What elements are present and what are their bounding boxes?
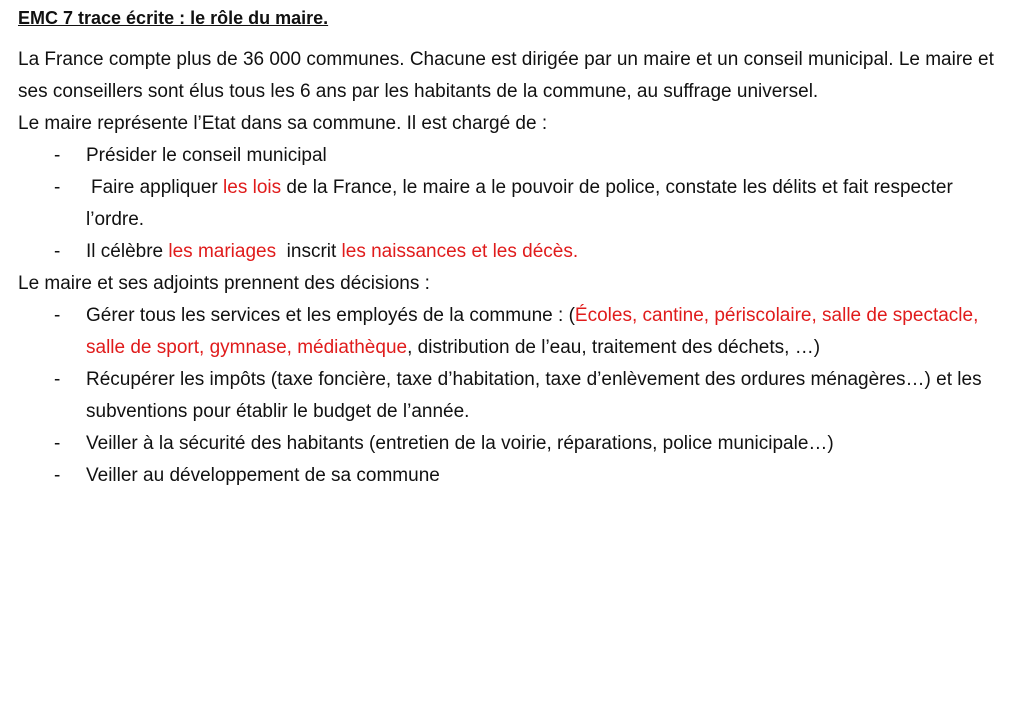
dash-bullet: - <box>54 177 61 198</box>
dash-bullet: - <box>54 465 61 486</box>
intro-paragraph: La France compte plus de 36 000 communes. Chacune est dirigée par un maire et un conseil municipal. Le maire et ses conseillers sont élus tous les 6 ans par les habitants de la commune, au suffrage universel. <box>18 49 994 102</box>
highlight-text: Écoles, cantine, périscolaire, salle de spectacle, salle de sport, gymnase, médiathèque <box>86 305 979 358</box>
decisions-list-a <box>18 300 1004 364</box>
list-item-text: inscrit <box>276 241 342 262</box>
list-item <box>18 428 1004 460</box>
list-item-text: Veiller au développement de sa commune <box>86 465 440 486</box>
decisions-list-b <box>18 364 1004 492</box>
list-item <box>18 460 1004 492</box>
list-item-text: Présider le conseil municipal <box>86 145 327 166</box>
list-item-text: Gérer tous les services et les employés de la commune : ( <box>86 305 575 326</box>
highlight-text: les naissances et les décès. <box>341 241 579 262</box>
highlight-text: les lois <box>223 177 282 198</box>
etat-intro-paragraph: Le maire représente l’Etat dans sa commune. Il est chargé de : <box>18 113 548 134</box>
list-item-text: Veiller à la sécurité des habitants (entretien de la voirie, réparations, police municipale…) <box>86 433 834 454</box>
dash-bullet: - <box>54 433 61 454</box>
list-item <box>18 172 1004 236</box>
list-item-text: de la France, le maire a le pouvoir de police, constate les délits et fait respecter l’ordre. <box>86 177 953 230</box>
document-title: EMC 7 trace écrite : le rôle du maire. <box>18 8 329 28</box>
etat-duties-list <box>18 140 1004 268</box>
dash-bullet: - <box>54 241 61 262</box>
decisions-intro-paragraph: Le maire et ses adjoints prennent des décisions : <box>18 273 430 294</box>
list-item <box>18 236 1004 268</box>
list-item <box>18 364 1004 428</box>
dash-bullet: - <box>54 369 61 390</box>
dash-bullet: - <box>54 145 61 166</box>
list-item-text: Faire appliquer <box>91 177 224 198</box>
highlight-text: les mariages <box>168 241 277 262</box>
list-item-text: Il célèbre <box>86 241 169 262</box>
list-item-text: Récupérer les impôts (taxe foncière, taxe d’habitation, taxe d’enlèvement des ordures ménagères…) et les subventions pour établir le budget de l’année. <box>86 369 982 422</box>
list-item-text: , distribution de l’eau, traitement des déchets, …) <box>407 337 821 358</box>
list-item <box>18 140 1004 172</box>
dash-bullet: - <box>54 305 61 326</box>
list-item <box>18 300 1004 364</box>
